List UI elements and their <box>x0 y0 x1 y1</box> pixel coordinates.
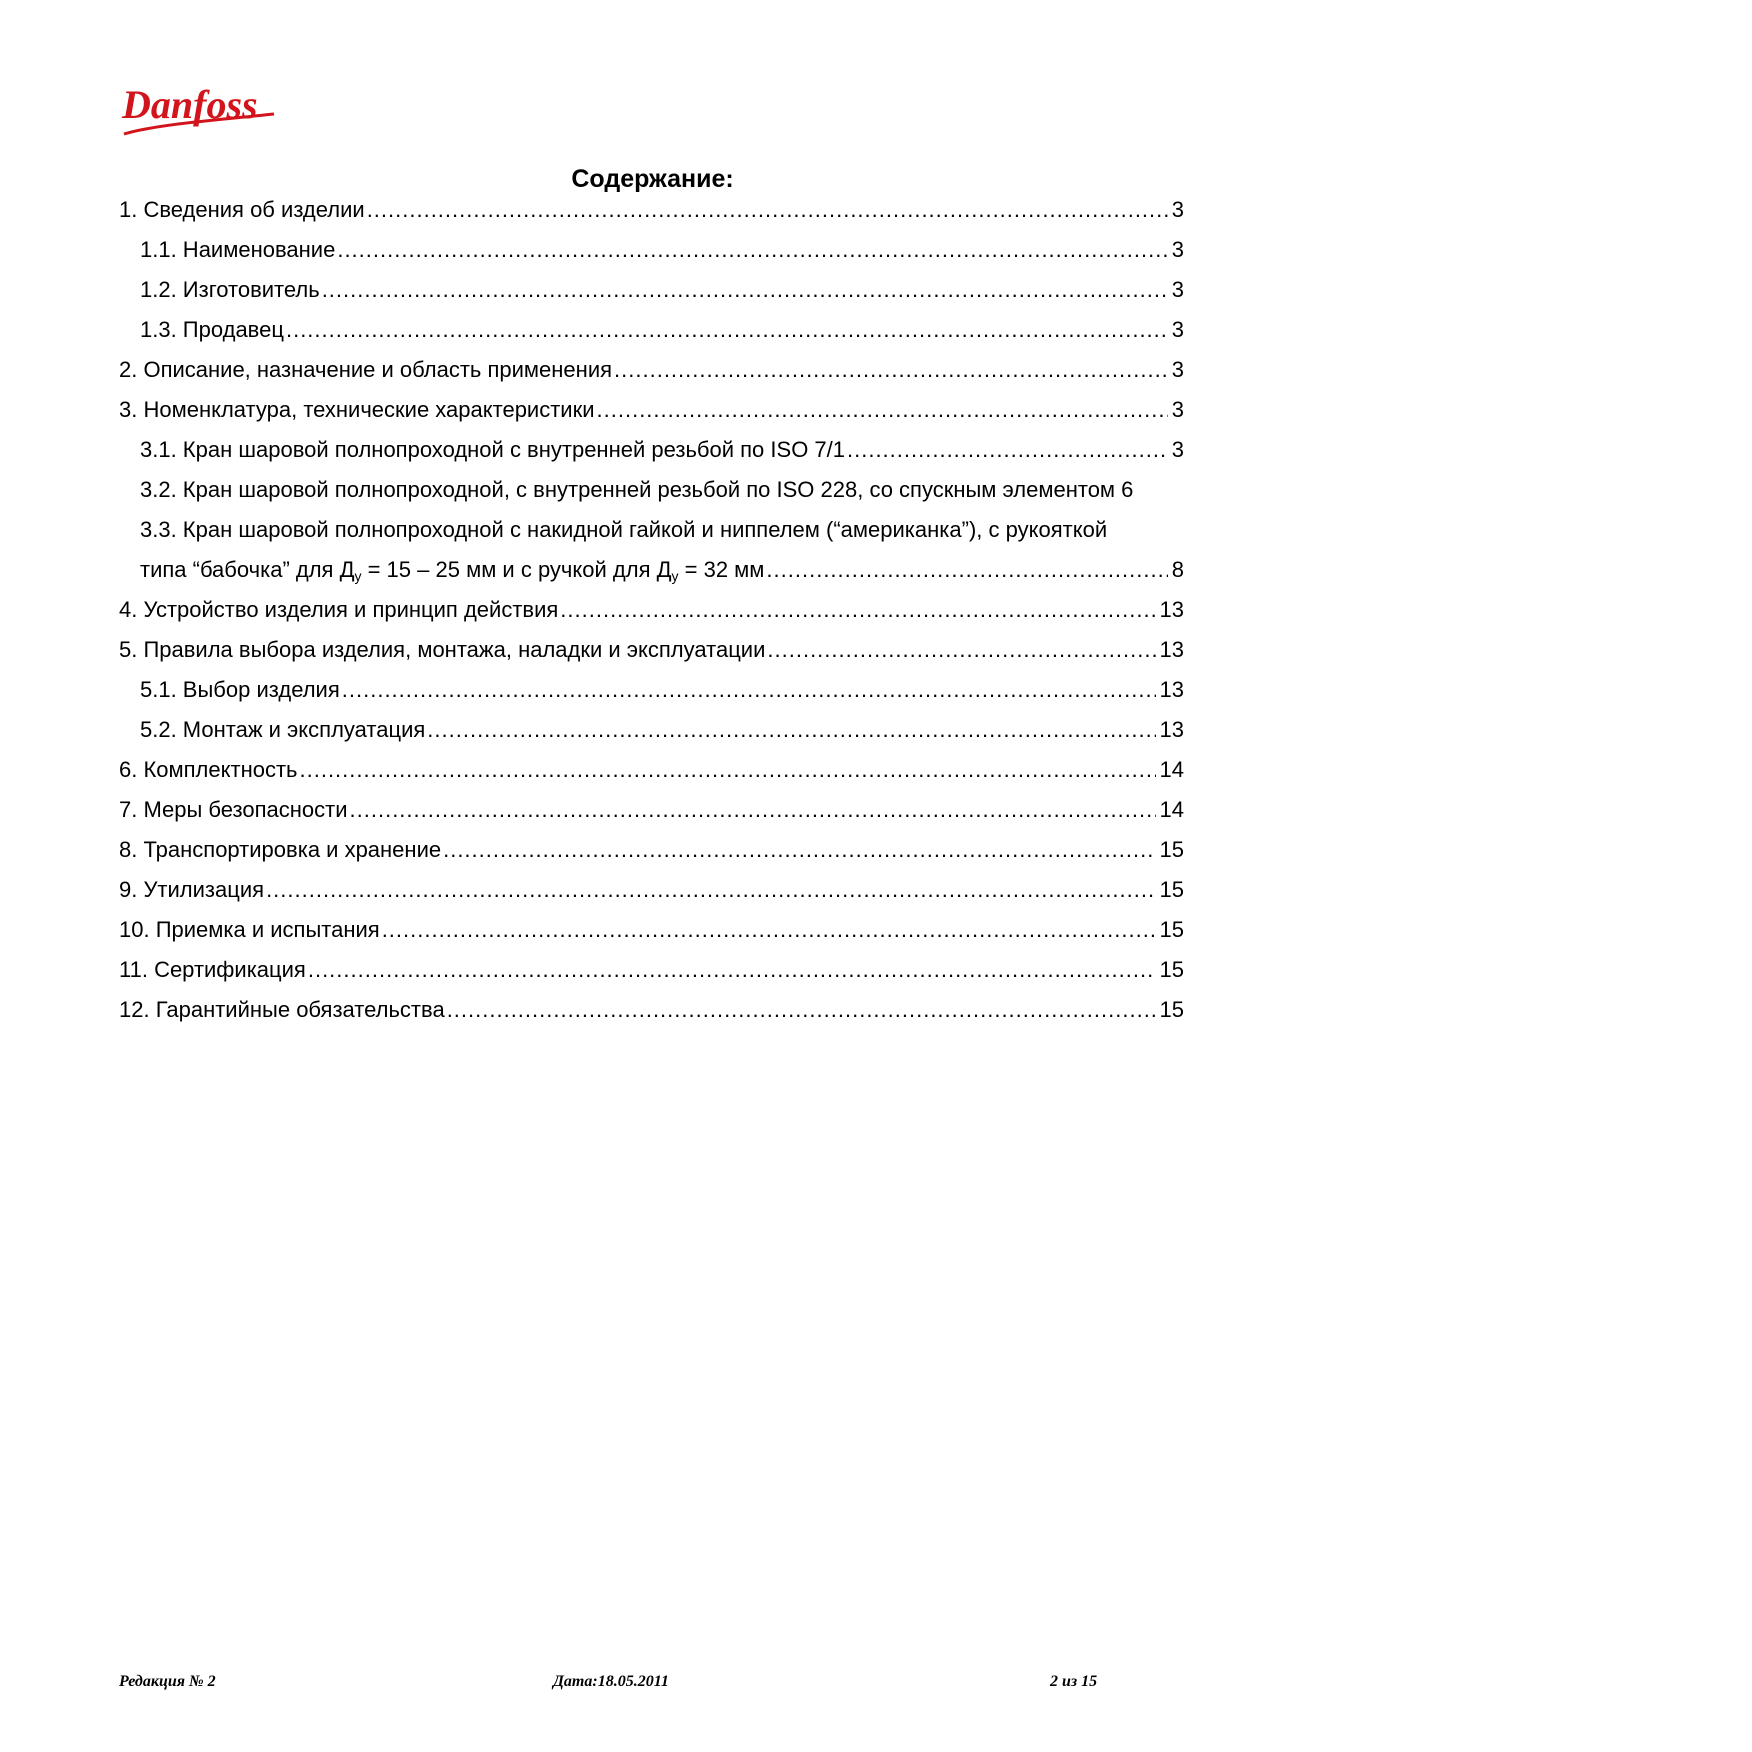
toc-item-page: 15 <box>1159 837 1184 862</box>
toc-item-page: 3 <box>1171 277 1184 302</box>
subscript: у <box>671 568 679 584</box>
toc-item-text: 1.3. Продавец <box>140 317 284 342</box>
toc-item-text: 7. Меры безопасности <box>119 797 348 822</box>
svg-text:Danfoss: Danfoss <box>122 82 258 127</box>
subscript: у <box>354 568 362 584</box>
toc-item-text: 1. Сведения об изделии <box>119 197 365 222</box>
toc-item-page: 14 <box>1159 797 1184 822</box>
toc-leader-dots <box>560 590 1155 630</box>
toc-item-text: 3.2. Кран шаровой полнопроходной, с внутренней резьбой по ISO 228, со спускным элементом <box>140 477 1116 502</box>
toc-item-page: 6 <box>1121 477 1134 502</box>
toc-item-page: 8 <box>1171 557 1184 582</box>
toc-leader-dots <box>847 430 1168 470</box>
toc-item-text: 4. Устройство изделия и принцип действия <box>119 597 559 622</box>
toc-item[interactable] <box>119 310 1184 350</box>
toc-item-text: 1.2. Изготовитель <box>140 277 320 302</box>
toc-item-text: 3.3. Кран шаровой полнопроходной с накидной гайкой и ниппелем (“американка”), с рукояткой <box>140 517 1108 542</box>
danfoss-logo-icon <box>118 74 278 140</box>
toc-leader-dots <box>308 950 1156 990</box>
toc-item-page: 13 <box>1159 717 1184 742</box>
toc-item[interactable] <box>119 790 1184 830</box>
toc-item-text: 2. Описание, назначение и область применения <box>119 357 613 382</box>
toc-item-line2[interactable] <box>119 550 1184 590</box>
toc-item-text: 3.1. Кран шаровой полнопроходной с внутренней резьбой по ISO 7/1 <box>140 437 845 462</box>
toc-item[interactable] <box>119 190 1184 230</box>
toc-leader-dots <box>266 870 1155 910</box>
toc-item-page: 15 <box>1159 877 1184 902</box>
toc-item-page: 14 <box>1159 757 1184 782</box>
toc-item-page: 3 <box>1171 357 1184 382</box>
toc-item-page: 3 <box>1171 437 1184 462</box>
toc-leader-dots <box>286 310 1168 350</box>
toc-item[interactable] <box>119 950 1184 990</box>
toc-leader-dots <box>427 710 1155 750</box>
toc-item-text: 6. Комплектность <box>119 757 298 782</box>
toc-item-page: 3 <box>1171 317 1184 342</box>
toc-item-line1[interactable] <box>119 510 1184 550</box>
toc-leader-dots <box>367 190 1168 230</box>
toc-item-text: 10. Приемка и испытания <box>119 917 380 942</box>
toc-item[interactable] <box>119 870 1184 910</box>
toc-leader-dots <box>597 390 1168 430</box>
toc-item[interactable] <box>119 430 1184 470</box>
toc-leader-dots <box>614 350 1168 390</box>
toc-item-page: 15 <box>1159 917 1184 942</box>
toc-title: Содержание: <box>571 165 734 193</box>
toc-item-text: 3. Номенклатура, технические характеристики <box>119 397 595 422</box>
toc-item-text: 11. Сертификация <box>119 957 306 982</box>
toc-item-page: 13 <box>1159 597 1184 622</box>
toc-item-page: 13 <box>1159 677 1184 702</box>
toc-item-text: 1.1. Наименование <box>140 237 336 262</box>
toc-item[interactable] <box>119 710 1184 750</box>
toc-item-text: 5.2. Монтаж и эксплуатация <box>140 717 426 742</box>
toc-item[interactable] <box>119 910 1184 950</box>
toc-item[interactable] <box>119 230 1184 270</box>
toc-leader-dots <box>350 790 1156 830</box>
toc-item[interactable] <box>119 670 1184 710</box>
toc-item-text: типа “бабочка” для Ду = 15 – 25 мм и с ручкой для Ду = 32 мм <box>140 557 765 584</box>
toc-item[interactable] <box>119 590 1184 630</box>
toc-leader-dots <box>342 670 1156 710</box>
toc-leader-dots <box>382 910 1156 950</box>
toc-item-text: 5.1. Выбор изделия <box>140 677 340 702</box>
toc-item-text: 12. Гарантийные обязательства <box>119 997 445 1022</box>
footer-revision: Редакция № 2 <box>119 1673 216 1690</box>
footer-date: Дата:18.05.2011 <box>553 1673 669 1690</box>
toc-leader-dots <box>443 830 1155 870</box>
toc-item[interactable] <box>119 350 1184 390</box>
toc-item[interactable] <box>119 390 1184 430</box>
toc-item[interactable] <box>119 630 1184 670</box>
toc-item[interactable] <box>119 830 1184 870</box>
toc-item-page: 15 <box>1159 957 1184 982</box>
toc-item-page: 13 <box>1159 637 1184 662</box>
toc-item[interactable] <box>119 750 1184 790</box>
toc-item-page: 15 <box>1159 997 1184 1022</box>
toc-leader-dots <box>766 550 1167 590</box>
toc-leader-dots <box>322 270 1168 310</box>
toc-leader-dots <box>300 750 1156 790</box>
toc-leader-dots <box>447 990 1156 1030</box>
table-of-contents <box>119 190 1184 1030</box>
toc-item-text: 8. Транспортировка и хранение <box>119 837 442 862</box>
toc-item[interactable] <box>119 470 1184 510</box>
toc-leader-dots <box>767 630 1155 670</box>
toc-leader-dots <box>337 230 1167 270</box>
toc-item-page: 3 <box>1171 237 1184 262</box>
toc-item-text: 5. Правила выбора изделия, монтажа, наладки и эксплуатации <box>119 637 766 662</box>
toc-item-page: 3 <box>1171 397 1184 422</box>
danfoss-logo <box>118 74 278 140</box>
toc-item[interactable] <box>119 990 1184 1030</box>
toc-item-text: 9. Утилизация <box>119 877 265 902</box>
toc-item-page: 3 <box>1171 197 1184 222</box>
footer-page-number: 2 из 15 <box>1050 1673 1098 1690</box>
toc-item[interactable] <box>119 270 1184 310</box>
